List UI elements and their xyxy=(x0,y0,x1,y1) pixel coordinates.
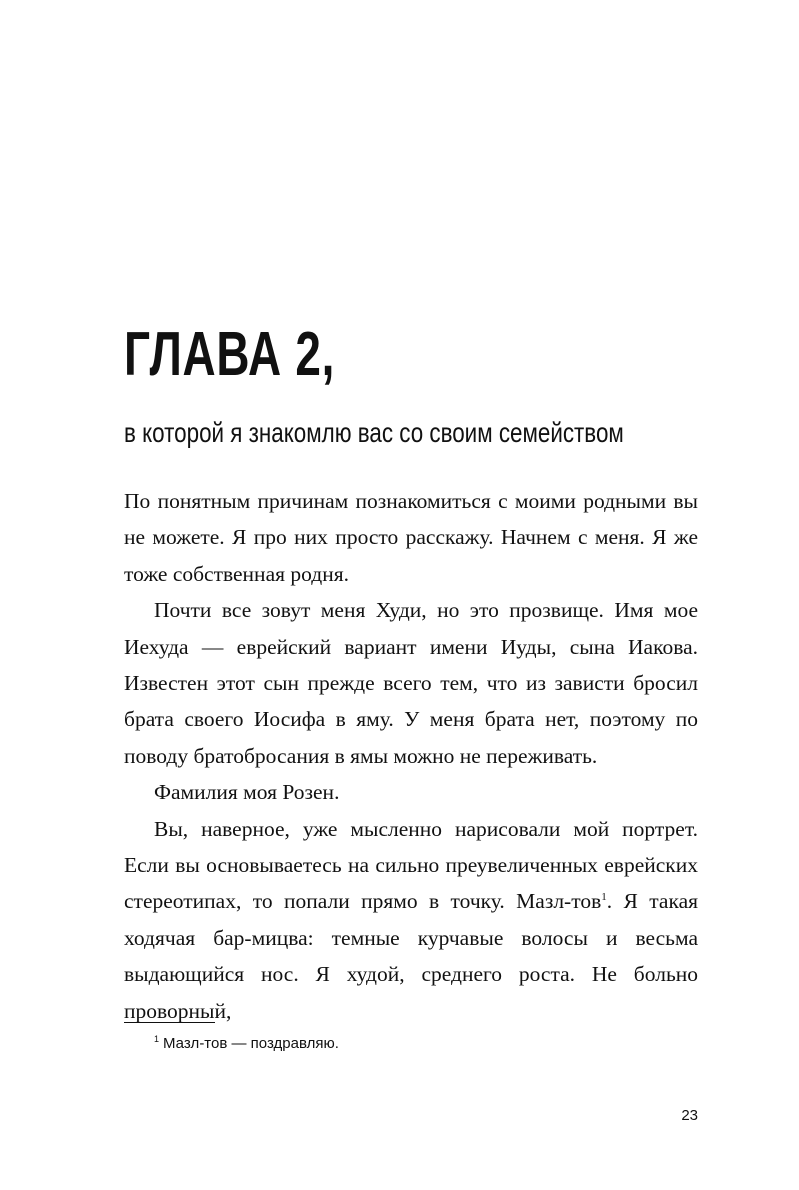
chapter-title: ГЛАВА 2, xyxy=(124,320,336,389)
paragraph-4-text-after-note: . Я такая ходячая бар-мицва: темные курчавые волосы и весьма выдающийся нос. Я худой, среднего роста. Не больно проворный, xyxy=(124,889,698,1023)
chapter-subtitle: в которой я знакомлю вас со своим семейством xyxy=(124,417,624,448)
footnote xyxy=(154,1033,339,1055)
paragraph-4 xyxy=(124,811,698,1029)
paragraph-2: Почти все зовут меня Худи, но это прозвище. Имя мое Иехуда — еврейский вариант имени Иуды, сына Иакова. Известен этот сын прежде всего тем, что из зависти бросил брата своего Иосифа в яму. У меня брата нет, поэтому по поводу братобросания в ямы можно не переживать. xyxy=(124,598,698,768)
paragraph-1: По понятным причинам познакомиться с моими родными вы не можете. Я про них просто расскажу. Начнем с меня. Я же тоже собственная родня. xyxy=(124,489,698,586)
footnote-divider xyxy=(124,1022,215,1023)
page-number: 23 xyxy=(681,1107,698,1124)
paragraph-4-text-before-note: Вы, наверное, уже мысленно нарисовали мой портрет. Если вы основываетесь на сильно преувеличенных еврейских стереотипах, то попали прямо в точку. Мазл-тов xyxy=(124,816,698,914)
paragraph-3: Фамилия моя Розен. xyxy=(154,780,340,805)
body-text xyxy=(124,483,698,1029)
footnote-text: Мазл-тов — поздравляю. xyxy=(163,1035,339,1052)
footnote-marker: 1 xyxy=(154,1034,160,1044)
footnote-reference[interactable]: 1 xyxy=(601,891,607,904)
